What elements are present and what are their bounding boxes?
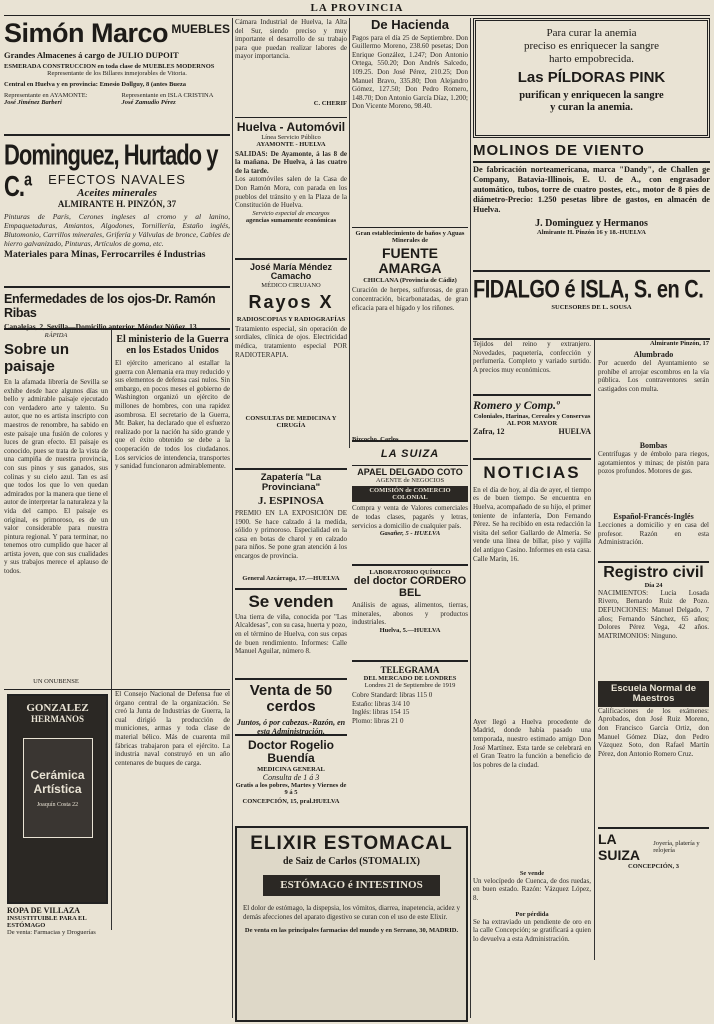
registro-date: Día 24 <box>644 581 663 589</box>
column-3 <box>352 18 468 822</box>
comision-title: COMISIÓN de COMERCIO COLONIAL <box>352 486 468 502</box>
carta-sign: C. CHERIF <box>313 100 347 107</box>
telegrama-title: TELEGRAMA <box>380 665 440 675</box>
ropa-title: ROPA DE VILLAZA <box>7 906 81 915</box>
zapateria-ad <box>235 470 347 590</box>
rayos-sub: RADIOSCOPIAS Y RADIOGRAFÍAS <box>236 315 346 323</box>
la-suiza-2-addr: CONCEPCIÓN, 3 <box>628 862 679 870</box>
automovil-sub: Línea Servicio Público <box>261 133 321 141</box>
lab-title: LABORATORIO QUÍMICO <box>369 569 451 576</box>
automovil-title: Huelva - Automóvil <box>236 120 346 134</box>
dominguez-title: Dominguez, Hurtado y C.ª <box>4 138 218 203</box>
anemia-6: y curan la anemia. <box>550 101 633 113</box>
vende-title: Se vende <box>519 869 545 877</box>
mendez-title: José María Méndez Camacho <box>249 262 333 282</box>
doctor-sub: MEDICINA GENERAL <box>257 766 325 774</box>
doctor-ad <box>235 736 347 822</box>
zapateria-text: PREMIO EN LA EXPOSICIÓN DE 1900. Se hace calzado á la medida, sólido y primoroso. Especialidad en la casa en botas de charol y en calzado para niños. Se pone gran atención á los encargos de provincia. <box>235 508 347 560</box>
automovil-note2: agencias sumamente económicas <box>245 216 337 224</box>
simon-side: MUEBLES <box>171 22 230 36</box>
ojos-sub: Canalejas, 2, Sevilla—Domicilio anterior, Méndez Núñez, 13 <box>4 322 197 331</box>
anemia-5: purifican y enriquecen la sangre <box>519 89 664 101</box>
tarjeta: Almirante Pinzón, 17 <box>649 340 709 347</box>
column-rule <box>232 18 233 1018</box>
lab-text: Análisis de aguas, alimentos, tierras, minerales, abonos y productos industriales. <box>352 601 468 627</box>
fidalgo-sub: SUCESORES DE L. SOUSA <box>551 304 632 311</box>
noticias-text2: Ayer llegó a Huelva procedente de Madrid, donde había pasado una temporada, nuestro estimado amigo Don José Martínez. Esta tarde se celebrará en el Gran Teatro la función a beneficio de los pobres de la ciudad. <box>473 717 591 769</box>
la-suiza-banner <box>352 442 468 466</box>
doctor-text: Gratis a los pobres, Martes y Viernes de 9 á 5 <box>235 782 347 797</box>
se-venden-title: Se venden <box>248 592 334 611</box>
registro-title: Registro civil <box>598 561 709 582</box>
fidalgo-ad <box>473 272 710 340</box>
automovil-note: Servicio especial de encargos <box>252 209 330 217</box>
elixir-ad <box>235 826 468 1022</box>
simon-rep2-name: José Zamudio Pérez <box>121 99 176 106</box>
gonzalez-ad <box>4 690 112 936</box>
automovil-ad <box>235 118 347 260</box>
carta <box>235 18 347 118</box>
simon-line1: Grandes Almacenes á cargo de JULIO DUPOIT <box>4 50 179 60</box>
noticias-title: NOTICIAS <box>483 463 581 482</box>
column-rule <box>349 18 350 448</box>
anemia-1: Para curar la anemia <box>546 27 637 39</box>
mendez-ad <box>235 260 347 470</box>
anemia-2: preciso es enriquecer la sangre <box>524 40 659 52</box>
zapateria-addr: General Azcárraga, 17.—HUELVA <box>242 574 340 582</box>
guerra-text: El ejército americano al estallar la guerra con Alemania era muy reducido y sus elementos de defensa casi nulos. Sin embargo, en pocos meses el gobierno de Washington organizó un ejército de millones de hombres, con una rapidez asombrosa. El secretario de la Guerra, Mr. Baker, ha declarado que el esfuerzo realizado por la nación ha sido grande y que el éxito obtenido se debe a la cooperación de todos los ciudadanos. Los servicios de intendencia, transportes y sanidad funcionaron admirablemente. <box>115 359 230 471</box>
masthead-title: LA PROVINCIA <box>310 2 404 14</box>
telegrama <box>352 662 468 762</box>
zapateria-name: J. ESPINOSA <box>257 494 325 507</box>
mendez-sub: MÉDICO CIRUJANO <box>261 281 321 289</box>
column-rule <box>470 18 471 1018</box>
la-suiza-2: LA SUIZA <box>598 830 640 863</box>
dominguez-sub2: Aceites minerales <box>77 187 157 199</box>
fuente-amarga-ad <box>352 228 468 442</box>
fuente-title: FUENTE AMARGA <box>378 245 442 276</box>
column-4 <box>473 18 710 1022</box>
romero-city: HUELVA <box>558 427 591 436</box>
romero-addr: Zafra, 12 <box>473 427 505 436</box>
perdida-title: Por pérdida <box>515 910 549 918</box>
simon-rep2: Representante en ISLA CRISTINA <box>121 92 214 99</box>
apael-title: APAEL DELGADO COTO <box>357 467 463 477</box>
alumbrado-text: Por acuerdo del Ayuntamiento se prohíbe el arrojar escombros en la vía pública. Los contraventores serán castigados con multa. <box>598 359 709 393</box>
automovil-salidas: SALIDAS: De Ayamonte, á las 8 de la mañana. De Huelva, á las cuatro de la tarde. <box>235 149 347 175</box>
simon-line2: ESMERADA CONSTRUCCION en toda clase de MUEBLES MODERNOS <box>4 63 215 70</box>
automovil-text: Los automóviles salen de la Casa de Don Ramón Mora, con parada en los pueblos del tránsito y en la Plaza de la Constitución de Huelva. <box>235 175 347 210</box>
noticias-text: En el día de hoy, al día de ayer, el tiempo es de buen tiempo. Se encuentra en Huelva, acompañado de su hijo, el primer teniente de infantería, Don Fernando Pérez. Se ha recibido en esta redacción la visita del señor Gallardo de Almería. Se vende una línea de billar, piso y vajilla del antiguo Casino. Informes en esta casa. Calle Marín, 16. <box>473 485 591 563</box>
fuente-sign: Bizcocho, Carlos <box>352 436 399 444</box>
paisaje-article <box>4 330 230 690</box>
hacienda-text: Pagos para el día 25 de Septiembre. Don Guillermo Moreno, 238.60 pesetas; Don Enrique González, 1.247; Don Antonio Ortega, 550.20; Don Andrés Salcedo, 109.25. Don José Pérez, 210.25; Don Manuel Bravo, 335.80; Don Alejandro Gómez, 127.50; Don Pedro Romero, 148.70; Don Antonio García Díaz, 1.200; Don Vicente Moreno, 98.40. <box>352 33 468 111</box>
romero-title: Romero y Comp.º <box>473 398 560 412</box>
molinos-ad <box>473 142 710 272</box>
fuente-text: Curación de herpes, sulfurosas, de gran concentración, bicarbonatadas, de gran eficacia para el hígado y los riñones. <box>352 286 468 312</box>
molinos-text: De fabricación norteamericana, marca "Dandy", de Challen ge Company, Batavia-Illinois, E. U. de A., con engrasador automático, tubos, torre de cuatro postes, etc., motor de 8 pies de diámetro-Precio: 1.250 pesetas libre de gastos, en almacén de Huelva. <box>473 165 710 214</box>
dominguez-text: Pinturas de París, Cerones ingleses al cromo y al lanino, Empaquetaduras, Amiantos, Algodones, Tornillería, Estaño inglés, Blutomonio, Carrillos minerales, Grifería y Válvulas de bronce, Cables de hierro galvanizado, Pinturas, Artículos de goma, etc. <box>4 212 230 248</box>
simon-rep1-name: José Jiménez Barberi <box>4 99 62 106</box>
la-suiza-ad <box>598 827 709 863</box>
doctor-title: Doctor Rogelio Buendía <box>248 738 334 765</box>
guerra-text2: El Consejo Nacional de Defensa fue el órgano central de la organización. Se creó la Junta de Industrias de Guerra, la cual dirigió la producción de municiones, armas y toda clase de material bélico. Más de cuarenta mil fábricas trabajaron para el ejército. La industria naval construyó en un año centenares de buques de carga. <box>115 690 230 767</box>
espanol-text: Lecciones a domicilio y en casa del profesor. Razón en esta Administración. <box>598 521 709 547</box>
molinos-title: MOLINOS DE VIENTO <box>473 142 710 163</box>
lab-name: del doctor CORDERO BEL <box>353 575 467 599</box>
elixir-sub: de Saiz de Carlos (STOMALIX) <box>282 855 421 867</box>
dominguez-ad <box>4 136 230 288</box>
hacienda-title: De Hacienda <box>370 18 450 32</box>
column-2 <box>235 18 347 822</box>
simon-line3: Representante de los Billares inmejorables de Vitoria. <box>47 70 187 77</box>
ceramica-title: Cerámica Artística <box>30 768 85 796</box>
simon-line4: Central en Huelva y en provincia: Emesio Dollguy, 8 (antes Bueza <box>4 81 187 88</box>
mercado-date: Londres 21 de Septiembre de 1919 <box>364 682 456 689</box>
vende-text: Un velocípedo de Cuenca, de dos ruedas, en buen estado. Razón: Vázquez López, 8. <box>473 876 591 903</box>
simon-marco-ad <box>4 18 230 136</box>
column-1 <box>4 18 230 1022</box>
elixir-line: ESTÓMAGO é INTESTINOS <box>263 875 440 896</box>
paisaje-sign: UN ONUBENSE <box>33 678 79 685</box>
dominguez-addr: ALMIRANTE H. PINZÓN, 37 <box>57 199 177 209</box>
la-suiza-title: LA SUIZA <box>380 447 440 460</box>
bombas-title: Bombas <box>639 441 668 450</box>
automovil-route: AYAMONTE - HUELVA <box>256 140 326 148</box>
gonzalez-2: HERMANOS <box>30 714 84 724</box>
gonzalez-1: GONZALEZ <box>26 702 89 714</box>
ojos-ad <box>4 288 230 330</box>
hacienda <box>352 18 468 228</box>
cerdos-text: Juntos, ó por cabezas.-Razón, en esta Administración. <box>236 717 346 736</box>
mercado-row: Inglés: libras 154 15 <box>352 708 410 717</box>
simon-title: Simón Marco <box>4 18 169 48</box>
mercado-row: Estaño: libras 3/4 10 <box>352 699 410 708</box>
bombas-text: Centrífugas y de émbolo para riegos, agotamientos y minas; de pistón para pozos profundos. Motores de gas. <box>598 450 709 476</box>
paisaje-text: En la afamada librería de Sevilla se exhibe desde hace algunos días un bello y admirable paisaje ejecutado con verdadero arte y talento. Su autor, que no es artista inscripto con maestros de renombre, ha sabido en este paisaje una fusión de colores y luces de gran efecto. El paisaje es conocido, pues se trata de la vista de una campiña de nuestra provincia, con sus pinos y sus ganados, sus colinas y su cielo azul. Tan es así que todos los que lo ven quedan admirados por la manera que tiene el autor de interpretar la naturaleza y la vida del campo. El paisaje es original, es primoroso, es de un valor considerable para nuestra pintura regional. Y para terminar, no tenemos otro cumplido que hacer al artista joven, que con sus cualidades y sus trabajos merece el aplauso de todos. <box>4 378 108 576</box>
dominguez-sub: EFECTOS NAVALES <box>48 172 186 187</box>
mercado-row: Plomo: libras 21 0 <box>352 716 404 725</box>
doctor-addr: CONCEPCIÓN, 15, pral.HUELVA <box>242 798 340 806</box>
se-venden-text: Una tierra de viña, conocida por "Las Alcaldesas", con su casa, huerta y pozo, en el término de Huelva, con sus cepas de buen rendimiento. Informes: Calle Manuel Aguilar, número 8. <box>235 612 347 656</box>
rayos-text: Tratamiento especial, sin operación de sordiales, clínica de ojos. Electricidad médica, tratamiento especial POR RADIOTERAPIA. <box>235 324 347 359</box>
alumbrado-title: Alumbrado <box>633 350 674 359</box>
rayos-title: Rayos X <box>248 291 334 312</box>
elixir-title: ELIXIR ESTOMACAL <box>250 833 453 854</box>
mercado-title: DEL MERCADO DE LONDRES <box>363 675 457 682</box>
fidalgo-title: FIDALGO é ISLA, S. en C. <box>473 276 704 304</box>
romero-ad <box>473 394 591 460</box>
fidalgo-text: Tejidos del reino y extranjero. Novedades, paquetería, confección y perfumería. Completo y variado surtido. A precios muy económicos. <box>473 340 591 374</box>
laboratorio-ad <box>352 566 468 662</box>
romero-sub2: AL POR MAYOR <box>506 420 558 427</box>
cerdos-ad <box>235 680 347 736</box>
registro-text: NACIMIENTOS: Lucía Losada Rivero, Bernardo Ruiz de Pozo. DEFUNCIONES: Manuel Delgado, 7 años; Fernando Sánchez, 65 años; Dolores Pérez Vega, 42 años. MATRIMONIOS: Ninguno. <box>598 588 709 640</box>
apael-sub: AGENTE de NEGOCIOS <box>375 477 445 485</box>
mercado-row: Cobre Standard: libras 115 0 <box>352 691 433 699</box>
se-venden-ad <box>235 590 347 680</box>
consulta-label: CONSULTAS DE MEDICINA Y CIRUGÍA <box>245 414 337 429</box>
ceramica-addr: Joaquín Costa 22 <box>36 802 79 808</box>
simon-rep1: Representante en AYAMONTE: <box>4 92 88 99</box>
escuela-text: Calificaciones de los exámenes: Aprobados, don José Ruiz Moreno, don Francisco García Ortiz, don Manuel Gómez Díaz, don Pedro Vázquez Soto, don Rafael Martín Pérez, don Antonio Romero Cruz. <box>598 706 709 758</box>
ojos-title: Enfermedades de los ojos-Dr. Ramón Ribas <box>4 292 216 320</box>
rapida-label: RÁPIDA <box>44 332 68 339</box>
fuente-top: Gran establecimiento de baños y Aguas Minerales de <box>355 230 465 244</box>
fuente-place: CHICLANA (Provincia de Cádiz) <box>363 277 457 285</box>
comision-text: Compra y venta de Valores comerciales de todas clases, pagarés y letras, servicios a domicilio de cualquier país. <box>352 504 468 530</box>
guerra-title2: en los Estados Unidos <box>126 345 219 356</box>
romero-sub: Coloniales, Harinas, Cereales y Conservas <box>473 413 591 420</box>
escuela-title: Escuela Normal de Maestros <box>598 681 709 707</box>
guerra-title1: El ministerio de la Guerra <box>116 334 229 345</box>
lab-addr: Huelva, 5.—HUELVA <box>379 626 441 634</box>
molinos-sign: J. Dominguez y Hermanos <box>535 218 648 229</box>
anemia-4: Las PÍLDORAS PINK <box>517 69 666 86</box>
zapateria-title: Zapatería "La Provinciana" <box>260 472 322 493</box>
anemia-3: harto empobrecida. <box>549 53 634 65</box>
ropa-foot: De venta: Farmacias y Droguerías <box>7 929 96 936</box>
masthead <box>4 2 710 16</box>
elixir-foot: De venta en las principales farmacias del mundo y en Serrano, 30, MADRID. <box>244 927 459 935</box>
molinos-addr: Almirante H. Pinzón 16 y 18.-HUELVA <box>537 229 646 236</box>
cerdos-title: Venta de 50 cerdos <box>249 682 333 715</box>
elixir-text: El dolor de estómago, la dispepsia, los vómitos, diarrea, inapetencia, acidez y demás afecciones del aparato digestivo se curan con el uso de este Elixir. <box>243 903 460 921</box>
la-suiza-2-sub: Joyería, platería y relojería <box>653 839 700 854</box>
paisaje-title: Sobre un paisaje <box>4 341 70 375</box>
perdida-text: Se ha extraviado un pendiente de oro en la calle Concepción; se gratificará a quien lo devuelva a esta Administración. <box>473 917 591 944</box>
pildoras-pink-ad <box>473 18 710 138</box>
dominguez-foot: Materiales para Minas, Ferrocarriles é Industrias <box>4 250 206 260</box>
ropa-sub: INSUSTITUIBLE PARA EL ESTÓMAGO <box>7 915 87 929</box>
doctor-hours: Consulta de 1 á 3 <box>262 773 320 783</box>
carta-text: Cámara Industrial de Huelva, la Alta del Sur, siendo preciso y muy importante el desarrollo de su trabajo para que puedan realizar labores de mayor importancia. <box>235 18 347 61</box>
espanol-title: Español-Francés-Inglés <box>613 512 694 521</box>
apael-ad <box>352 466 468 566</box>
comision-addr: Gasañer, 5 - HUELVA <box>379 530 441 538</box>
